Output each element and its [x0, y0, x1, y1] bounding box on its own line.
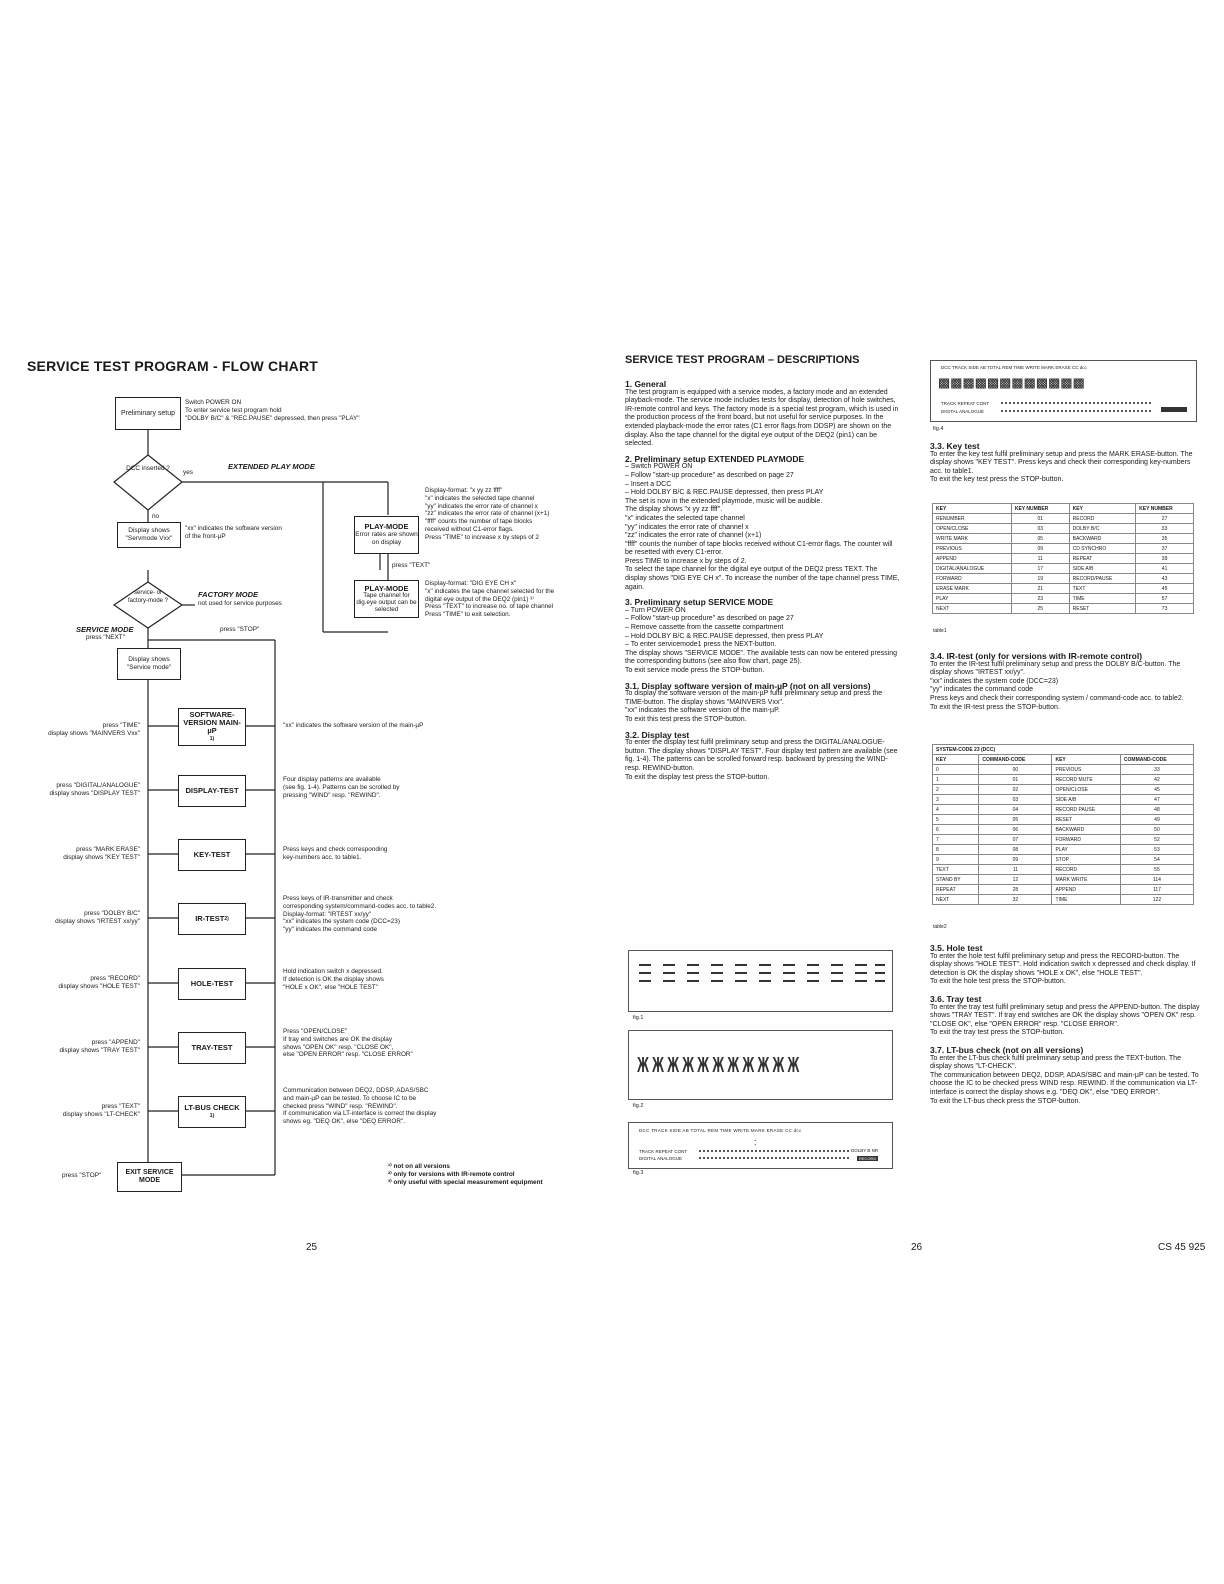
hole-test-box: HOLE-TEST: [178, 968, 246, 1000]
fig4-level-meter-2: [1001, 410, 1151, 412]
preliminary-setup-box: Preliminary setup: [115, 397, 181, 430]
step-5-desc: Hold indication switch x depressed. If detection is OK the display shows "HOLE x OK", else "HOLE TEST": [283, 968, 384, 991]
step-7-press: press "TEXT" display shows "LT-CHECK": [62, 1103, 140, 1118]
table-row: TEXT 11 RECORD 55: [933, 865, 1194, 875]
play-mode-tape-channel-desc: Display-format: "DIG EYE CH x" "x" indicates the tape channel selected for the digital eye output of the DEQ2 (pin1) ³⁾ Press "TEXT" to increase no. of tape channel Press "TIME" to exit selection.: [425, 580, 555, 619]
step-5-press: press "RECORD" display shows "HOLE TEST": [58, 975, 140, 990]
fig4-segments: ▩▩▩▩▩▩▩▩▩▩▩▩: [939, 373, 1086, 393]
table2-command-codes: SYSTEM-CODE 23 (DCC) KEY COMMAND-CODE KEY COMMAND-CODE 0 00 PREVIOUS 33 1 01 RECORD MUTE 42 2 02 OPEN/CLOSE 45 3 03 SIDE A/B 47 4 04 RECORD PAUSE 48 5 05 RESET 49 6 06 BACKWARD 50 7 07 FORWARD 52 8 08 PLAY 53 9 09 STOP 54 TEXT 11 RECORD 55 STAND BY 12 MARK WRITE 114 REPEAT 28 APPEND 117 NEXT 32 TIME 122: [932, 744, 1194, 905]
table-row: 3 03 SIDE A/B 47: [933, 795, 1194, 805]
lt-bus-check-box: LT-BUS CHECK 1): [178, 1096, 246, 1128]
service-mode-label: SERVICE MODE: [76, 625, 134, 634]
table1-caption: table1: [933, 628, 947, 634]
table-row: NEXT 25 RESET 73: [933, 604, 1194, 614]
table-row: 4 04 RECORD PAUSE 48: [933, 805, 1194, 815]
table1-key-numbers: KEY KEY NUMBER KEY KEY NUMBER RENUMBER 01 RECORD 27 OPEN/CLOSE 03 DOLBY B/C 33 WRITE MARK 05 BACKWARD 35 PREVIOUS 09 CD SYNCHRO 37 APPEND 11 REPEAT 39 DIGITAL/ANALOGUE 17 SIDE A/B 41 FORWARD 19 RECORD/PAUSE 43 ERASE MARK 21 TEXT 45 PLAY 23 TIME 57 NEXT 25 RESET 73: [932, 503, 1194, 614]
table-row: DIGITAL/ANALOGUE 17 SIDE A/B 41: [933, 564, 1194, 574]
step-2-desc: Four display patterns are available (see fig. 1-4). Patterns can be scrolled by pressing "WIND" resp. "REWIND".: [283, 776, 400, 799]
page-number-26: 26: [911, 1242, 923, 1253]
yes-label: yes: [183, 469, 193, 476]
fig3-dolby-label: DOLBY B NR: [851, 1148, 879, 1153]
step-3-press: press "MARK ERASE" display shows "KEY TEST": [63, 846, 140, 861]
fig3-display-pattern: [628, 1122, 893, 1169]
no-label: no: [152, 513, 160, 520]
fig2-caption: fig.2: [633, 1103, 644, 1109]
table-row: 1 01 RECORD MUTE 42: [933, 775, 1194, 785]
step-4-desc: Press keys of IR-transmitter and check corresponding system/command-codes acc. to table2. Display-format: "IRTEST xx/yy" "xx" indicates the system code (DCC=23) "yy" indicates the command code: [283, 895, 437, 934]
step-1-desc: "xx" indicates the software version of the main-µP: [283, 722, 424, 729]
flowchart-title: SERVICE TEST PROGRAM - FLOW CHART: [27, 358, 319, 374]
table-row: RENUMBER 01 RECORD 27: [933, 514, 1194, 524]
step-4-press: press "DOLBY B/C" display shows "IRTEST xx/yy": [55, 910, 140, 925]
fig3-bottom-labels: DIGITAL ANALOGUE: [639, 1156, 683, 1161]
footnotes: ¹⁾ not on all versions ²⁾ only for versions with IR-remote control ³⁾ only useful with special measurement equipment: [388, 1163, 543, 1186]
play-mode-error-desc: Display-format: "x yy zz ffff" "x" indicates the selected tape channel "yy" indicates the error rate of channel x "zz" indicates the error rate of channel (x+1) "ffff" counts the number of tape blocks received without C1-error flags. Press "TIME" to increase x by steps of 2: [425, 487, 550, 541]
table-row: ERASE MARK 21 TEXT 45: [933, 584, 1194, 594]
table-row: 7 07 FORWARD 52: [933, 835, 1194, 845]
press-next-label: press "NEXT": [86, 634, 125, 641]
document-id: CS 45 925: [1158, 1242, 1206, 1253]
table2-caption: table2: [933, 924, 947, 930]
table-row: NEXT 32 TIME 122: [933, 895, 1194, 905]
tray-test-box: TRAY-TEST: [178, 1032, 246, 1064]
fig4-mid-labels: TRACK REPEAT CONT: [941, 401, 990, 406]
fig2-segments: ЖЖЖЖЖЖЖЖЖЖЖ: [637, 1053, 803, 1077]
fig1-display-pattern: [628, 950, 893, 1012]
preliminary-setup-text: Switch POWER ON To enter service test program hold "DOLBY B/C" & "REC.PAUSE" depressed, then press "PLAY": [185, 399, 360, 422]
dcc-inserted-diamond: DCC inserted ?: [126, 465, 170, 472]
exit-press-stop: press "STOP": [62, 1172, 102, 1179]
fig3-top-labels: DCC TRACK SIDE AB TOTAL REM TIME WRITE MARK ERASE CC dcc: [639, 1128, 802, 1133]
fig3-colon: :: [754, 1137, 757, 1147]
fig2-display-pattern: [628, 1030, 893, 1100]
play-mode-error-box: PLAY-MODE Error rates are shown on display: [354, 516, 419, 554]
page-number-25: 25: [306, 1242, 318, 1253]
fig1-dashes: [629, 951, 892, 1011]
table-row: OPEN/CLOSE 03 DOLBY B/C 33: [933, 524, 1194, 534]
step-6-desc: Press "OPEN/CLOSE" If tray end switches are OK the display shows "OPEN OK" resp. "CLOSE OK", else "OPEN ERROR" resp. "CLOSE ERROR": [283, 1028, 413, 1059]
table-row: 8 08 PLAY 53: [933, 845, 1194, 855]
display-servmode-box: Display shows "Servmode Vxx": [117, 522, 181, 548]
service-or-factory-diamond: service- or factory-mode ?: [127, 590, 169, 604]
fig4-level-meter-1: [1001, 402, 1151, 404]
descriptions-column: 1. General The test program is equipped with a service modes, a factory mode and an extended playback-mode. The service mode includes tests for display, detection of hole switches, IR-remote control and keys. The factory mode is a special test program, which is used in the production process of the front board, but not useful for service purposes. In the extended playback-mode the error rates (C1 error flags from DDSP) are shown on the display. Also the tape channel for the digital eye output of the DEQ2 (pin1) can be selected. 2. Preliminary setup EXTENDED PLAYMODE – Switch POWER ON – Follow "start-up procedure" as described on page 27 – Insert a DCC – Hold DOLBY B/C & REC.PAUSE depressed, then press PLAY The set is now in the extended playmode, music will be audible. The display shows "x yy zz ffff". "x" indicates the selected tape channel "yy" indicates the error rate of channel x "zz" indicates the error rate of channel (x+1) "ffff" counts the number of tape blocks received without C1-error flags. The counter will be resetted with every C1-error. Press TIME to increase x by steps of 2. To select the tape channel for the digital eye output of the DEQ2 press TEXT. The display shows "DIG EYE CH x". To increase the number of the tape channel press TIME, again. 3. Preliminary setup SERVICE MODE – Turn POWER ON – Follow "start-up procedure" as described on page 27 – Remove cassette from the cassette compartment – Hold DOLBY B/C & REC.PAUSE depressed, then press PLAY – To enter servicemode1 press the NEXT-button. The display shows "SERVICE MODE". The available tests can now be entered pressing the corresponding buttons (see also flow chart, page 25). To exit service mode press the STOP-button. 3.1. Display software version of main-µP (not on all versions) To display the software version of the main-µP fulfil preliminary setup and press the TIME-button. The display shows "MAINVERS Vxx". "xx" indicates the software version of the main-µP. To exit this test press the STOP-button. 3.2. Display test To enter the display test fulfil preliminary setup and press the DIGITAL/ANALOGUE-button. The display shows "DISPLAY TEST". Four display test pattern are available (see fig. 1-4). The patterns can be scrolled forward resp. backward by pressing the WIND- resp. REWIND-button. To exit the display test press the STOP-button.: [625, 379, 900, 781]
fig4-display-pattern: [930, 360, 1197, 422]
key-test-box: KEY-TEST: [178, 839, 246, 871]
table-row: 6 06 BACKWARD 50: [933, 825, 1194, 835]
play-mode-tape-channel-box: PLAY-MODE Tape channel for dig.eye output can be selected: [354, 580, 419, 618]
step-2-press: press "DIGITAL/ANALOGUE" display shows "DISPLAY TEST": [49, 782, 140, 797]
ir-test-section: 3.4. IR-test (only for versions with IR-remote control) To enter the IR-test fulfil preliminary setup and press the DOLBY B/C-button. The display shows "IRTEST xx/yy". "xx" indicates the system code (DCC=23) "yy" indicates the command code Press keys and check their corresponding system / command-code acc. to table2. To exit the IR-test press the STOP-button.: [930, 651, 1184, 711]
table-row: APPEND 11 REPEAT 39: [933, 554, 1194, 564]
table-row: REPEAT 28 APPEND 117: [933, 885, 1194, 895]
display-service-mode-box: Display shows "Service mode": [117, 648, 181, 680]
press-stop-label-top: press "STOP": [220, 626, 260, 633]
table-row: 2 02 OPEN/CLOSE 45: [933, 785, 1194, 795]
table-row: STAND BY 12 MARK WRITE 114: [933, 875, 1194, 885]
software-version-box: SOFTWARE-VERSION MAIN-µP 1): [178, 708, 246, 746]
fig4-caption: fig.4: [933, 426, 944, 432]
factory-mode-label: FACTORY MODE: [198, 590, 259, 599]
fig4-record-block: [1161, 407, 1187, 412]
servmode-note: "xx" indicates the software version of the front-µP: [185, 525, 282, 540]
fig3-record-label: RECORD: [859, 1156, 877, 1161]
step-3-desc: Press keys and check corresponding key-numbers acc. to table1.: [283, 846, 388, 861]
fig3-level-meter-2: [699, 1157, 849, 1162]
step-1-press: press "TIME" display shows "MAINVERS Vxx": [48, 722, 140, 737]
fig3-mid-labels: TRACK REPEAT CONT: [639, 1149, 688, 1154]
table-row: 5 05 RESET 49: [933, 815, 1194, 825]
table-row: 9 09 STOP 54: [933, 855, 1194, 865]
exit-service-mode-box: EXIT SERVICE MODE: [117, 1162, 182, 1192]
extended-play-mode-label: EXTENDED PLAY MODE: [228, 462, 315, 471]
descriptions-title: SERVICE TEST PROGRAM – DESCRIPTIONS: [625, 354, 860, 366]
table-row: 0 00 PREVIOUS 33: [933, 765, 1194, 775]
table-row: WRITE MARK 05 BACKWARD 35: [933, 534, 1194, 544]
fig3-caption: fig.3: [633, 1170, 644, 1176]
fig4-bottom-labels: DIGITAL ANALOGUE: [941, 409, 985, 414]
hole-tray-ltbus-sections: 3.5. Hole test To enter the hole test fulfil preliminary setup and press the RECORD-button. The display shows "HOLE TEST". Hold indication switch x depressed and check display. If detection is OK the display shows "HOLE x OK", else "HOLE TEST". To exit the hole test press the STOP-button. 3.6. Tray test To enter the tray test fulfil preliminary setup and press the APPEND-button. The display shows "TRAY TEST". If tray end switches are OK the display shows "OPEN OK" resp. "CLOSE OK", else "OPEN ERROR" resp. "CLOSE ERROR". To exit the tray test press the STOP-button. 3.7. LT-bus check (not on all versions) To enter the LT-bus check fulfil preliminary setup and press the TEXT-button. The display shows "LT-CHECK". The communication between DEQ2, DDSP, ADAS/SBC and main-µP can be tested. To choose the IC to be checked press WIND resp. REWIND. If the communication via LT-interface is correct the display shows e.g. "DEQ OK", else "DEQ ERROR". To exit the LT-bus check press the STOP-button.: [930, 943, 1200, 1105]
ir-test-box: IR-TEST 2): [178, 903, 246, 935]
factory-mode-note: not used for service purposes: [198, 600, 282, 607]
table-row: PREVIOUS 09 CD SYNCHRO 37: [933, 544, 1194, 554]
step-7-desc: Communication between DEQ2, DDSP, ADAS/SBC and main-µP can be tested. To choose IC to be checked press "WIND" resp. "REWIND". If communication via LT-interface is correct the display shows eg. "DEQ OK", else "DEQ ERROR".: [283, 1087, 437, 1126]
table-row: PLAY 23 TIME 57: [933, 594, 1194, 604]
fig4-top-labels: DCC TRACK SIDE AB TOTAL REM TIME WRITE MARK ERASE CC dcc: [941, 365, 1087, 370]
key-test-section: 3.3. Key test To enter the key test fulfil preliminary setup and press the MARK ERASE-button. The display shows "KEY TEST". Press keys and check their corresponding key-numbers acc. to table1. To exit the key test press the STOP-button.: [930, 441, 1193, 484]
table-row: FORWARD 19 RECORD/PAUSE 43: [933, 574, 1194, 584]
display-test-box: DISPLAY-TEST: [178, 775, 246, 807]
fig1-caption: fig.1: [633, 1015, 644, 1021]
fig3-level-meter-1: [699, 1150, 849, 1155]
press-text-label: press "TEXT": [392, 562, 431, 569]
step-6-press: press "APPEND" display shows "TRAY TEST": [59, 1039, 140, 1054]
